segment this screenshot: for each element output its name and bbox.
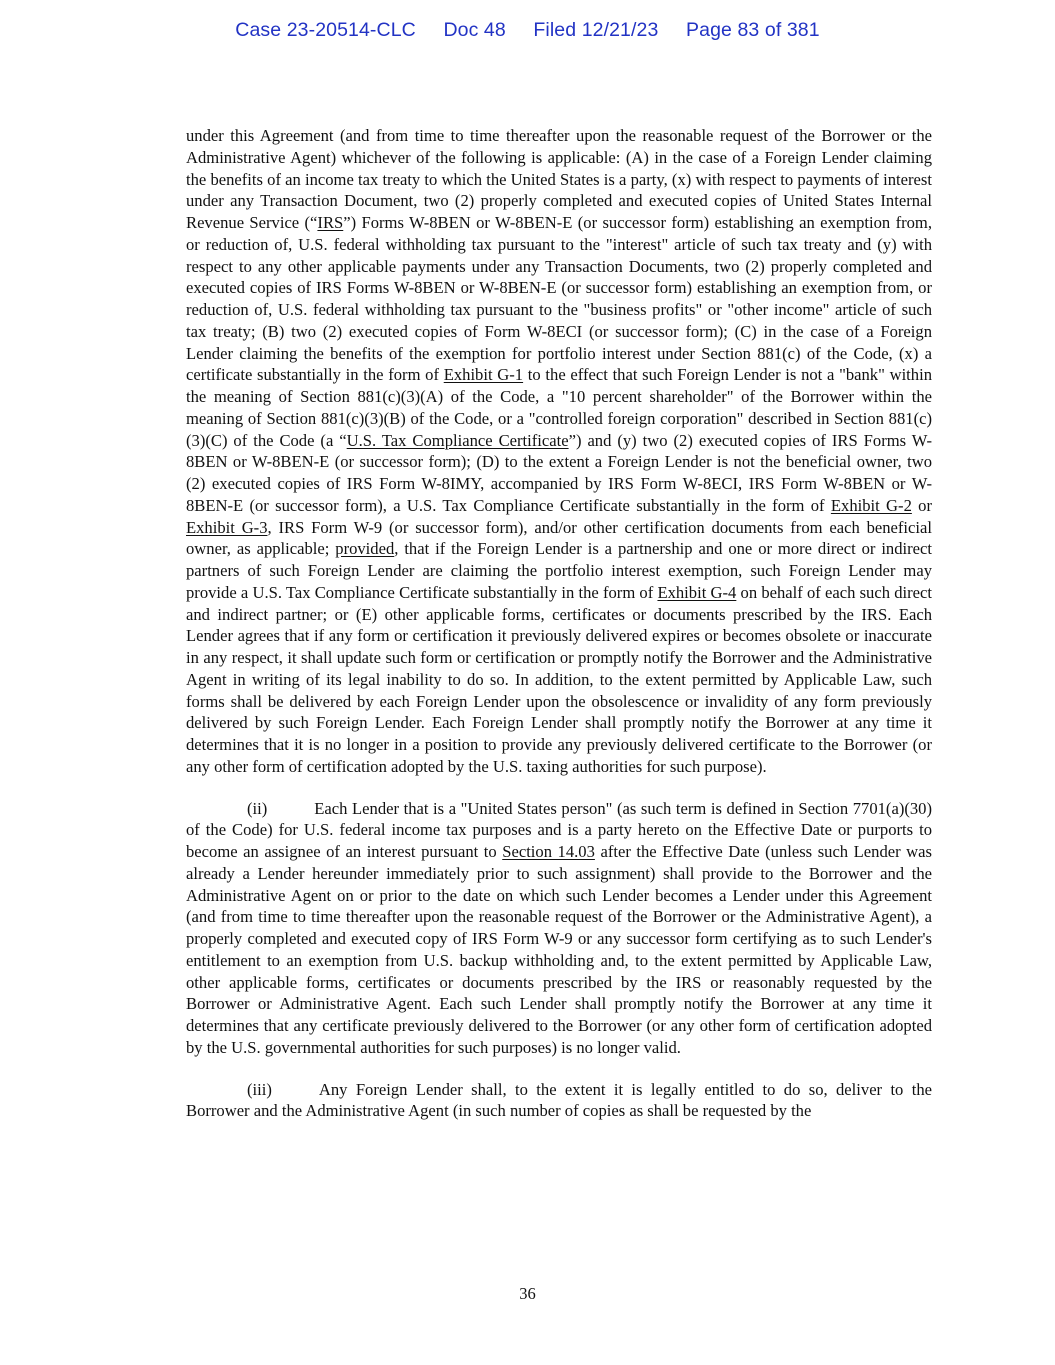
paragraph-tax-forms (186, 125, 932, 778)
text-segment: Any Foreign Lender shall, to the extent it is legally entitled to do so, deliver to the Borrower and the Administrative Agent (in such number of copies as shall be requested by the (186, 1079, 932, 1121)
section-reference: Section 14.03 (502, 842, 595, 861)
clause-number: (iii) (247, 1079, 272, 1099)
text-segment: , that if the Foreign Lender is a partnership and one or more direct or indirect partners of such Foreign Lender are claiming the portfolio interest exemption, such Foreign Lender may provide a U.S. Tax Compliance Certificate substantially in the form of (186, 539, 932, 602)
clause-number: (ii) (247, 798, 268, 818)
exhibit-g4-reference: Exhibit G-4 (657, 582, 737, 602)
exhibit-g3-reference: Exhibit G-3 (186, 517, 268, 537)
paragraph-ii (186, 798, 932, 1059)
text-segment: ”) Forms W-8BEN or W-8BEN-E (or successor form) establishing an exemption from, or reduction of, U.S. federal withholding tax pursuant to the "interest" article of such tax treaty and (y) with respect to any other applicable payments under any Transaction Documents, two (2) properly completed and executed copies of IRS Forms W-8BEN or W-8BEN-E (or successor form) establishing an exemption from, or reduction of, U.S. federal withholding tax pursuant to the "business profits" or "other income" article of such tax treaty; (B) two (2) executed copies of Form W-8ECI (or successor form); (C) in the case of a Foreign Lender claiming the benefits of the exemption for portfolio interest under Section 881(c) of the Code, (x) a certificate substantially in the form of (186, 213, 932, 385)
exhibit-g1-reference: Exhibit G-1 (443, 365, 524, 385)
page-number: 36 (519, 1284, 536, 1303)
text-segment: or (911, 495, 933, 515)
text-segment: to the effect that such Foreign Lender is not a "bank" within the meaning of Section 881(c)(3)(A) of the Code, a "10 percent shareholder" of the Borrower within the meaning of Section 881(c)(3)(B) of the Code, or a "controlled foreign corporation" described in Section 881(c)(3)(C) of the Code (a “ (186, 365, 932, 450)
document-body (186, 125, 932, 1122)
defined-term-irs: IRS (317, 213, 344, 232)
paragraph-iii (186, 1079, 932, 1123)
page-of-total: Page 83 of 381 (686, 19, 820, 41)
text-segment: on behalf of each such direct and indirect partner; or (E) other applicable forms, certificates or documents prescribed by the IRS. Each Lender agrees that if any form or certification it previously delivered expires or becomes obsolete or inaccurate in any respect, it shall update such form or certification or promptly notify the Borrower and the Administrative Agent in writing of its legal inability to do so. In addition, to the extent permitted by Applicable Law, such forms shall be delivered by each Foreign Lender upon the obsolescence or invalidity of any form previously delivered by such Foreign Lender. Each Foreign Lender shall promptly notify the Borrower at any time it determines that it is no longer in a position to provide any previously delivered certificate to the Borrower (or any other form of certification adopted by the U.S. taxing authorities for such purpose). (186, 582, 932, 776)
doc-number: Doc 48 (443, 19, 506, 41)
text-segment: , IRS Form W-9 (or successor form), and/or other certification documents from each beneficial owner, as applicable; (186, 517, 932, 559)
filed-date: Filed 12/21/23 (533, 19, 659, 41)
text-segment: ”) and (y) two (2) executed copies of IRS Forms W-8BEN or W-8BEN-E (or successor form); (D) to the extent a Foreign Lender is not the beneficial owner, two (2) executed copies of IRS Form W-8IMY, accompanied by IRS Form W-8ECI, IRS Form W-8BEN or W-8BEN-E (or successor form), a U.S. Tax Compliance Certificate substantially in the form of (186, 430, 933, 515)
provided-term: provided (335, 539, 395, 559)
exhibit-g2-reference: Exhibit G-2 (830, 495, 912, 515)
text-segment: under this Agreement (and from time to time thereafter upon the reasonable request of the Borrower or the Administrative Agent) whichever of the following is applicable: (A) in the case of a Foreign Lender claiming the benefits of an income tax treaty to which the United States is a party, (x) with respect to payments of interest under any Transaction Document, two (2) properly completed and executed copies of United States Internal Revenue Service (“ (186, 126, 932, 232)
case-header (0, 19, 1055, 42)
defined-term-tax-compliance-certificate: U.S. Tax Compliance Certificate (346, 430, 569, 450)
text-segment: Each Lender that is a "United States person" (as such term is defined in Section 7701(a)(30) of the Code) for U.S. federal income tax purposes and is a party hereto on the Effective Date or purports to become an assignee of an interest pursuant to (186, 798, 932, 861)
case-number: Case 23-20514-CLC (235, 19, 416, 41)
text-segment: after the Effective Date (unless such Lender was already a Lender hereunder immediately prior to such assignment) shall provide to the Borrower and the Administrative Agent on or prior to the date on which such Lender becomes a Lender under this Agreement (and from time to time thereafter upon the reasonable request of the Borrower or the Administrative Agent), a properly completed and executed copy of IRS Form W-9 or any successor form certifying as to such Lender's entitlement to an exemption from U.S. backup withholding and, to the extent permitted by Applicable Law, other applicable forms, certificates or documents prescribed by the IRS or reasonably requested by the Borrower or Administrative Agent. Each such Lender shall promptly notify the Borrower at any time it determines that any certificate previously delivered to the Borrower (or any other form of certification adopted by the U.S. governmental authorities for such purposes) is no longer valid. (186, 842, 932, 1057)
